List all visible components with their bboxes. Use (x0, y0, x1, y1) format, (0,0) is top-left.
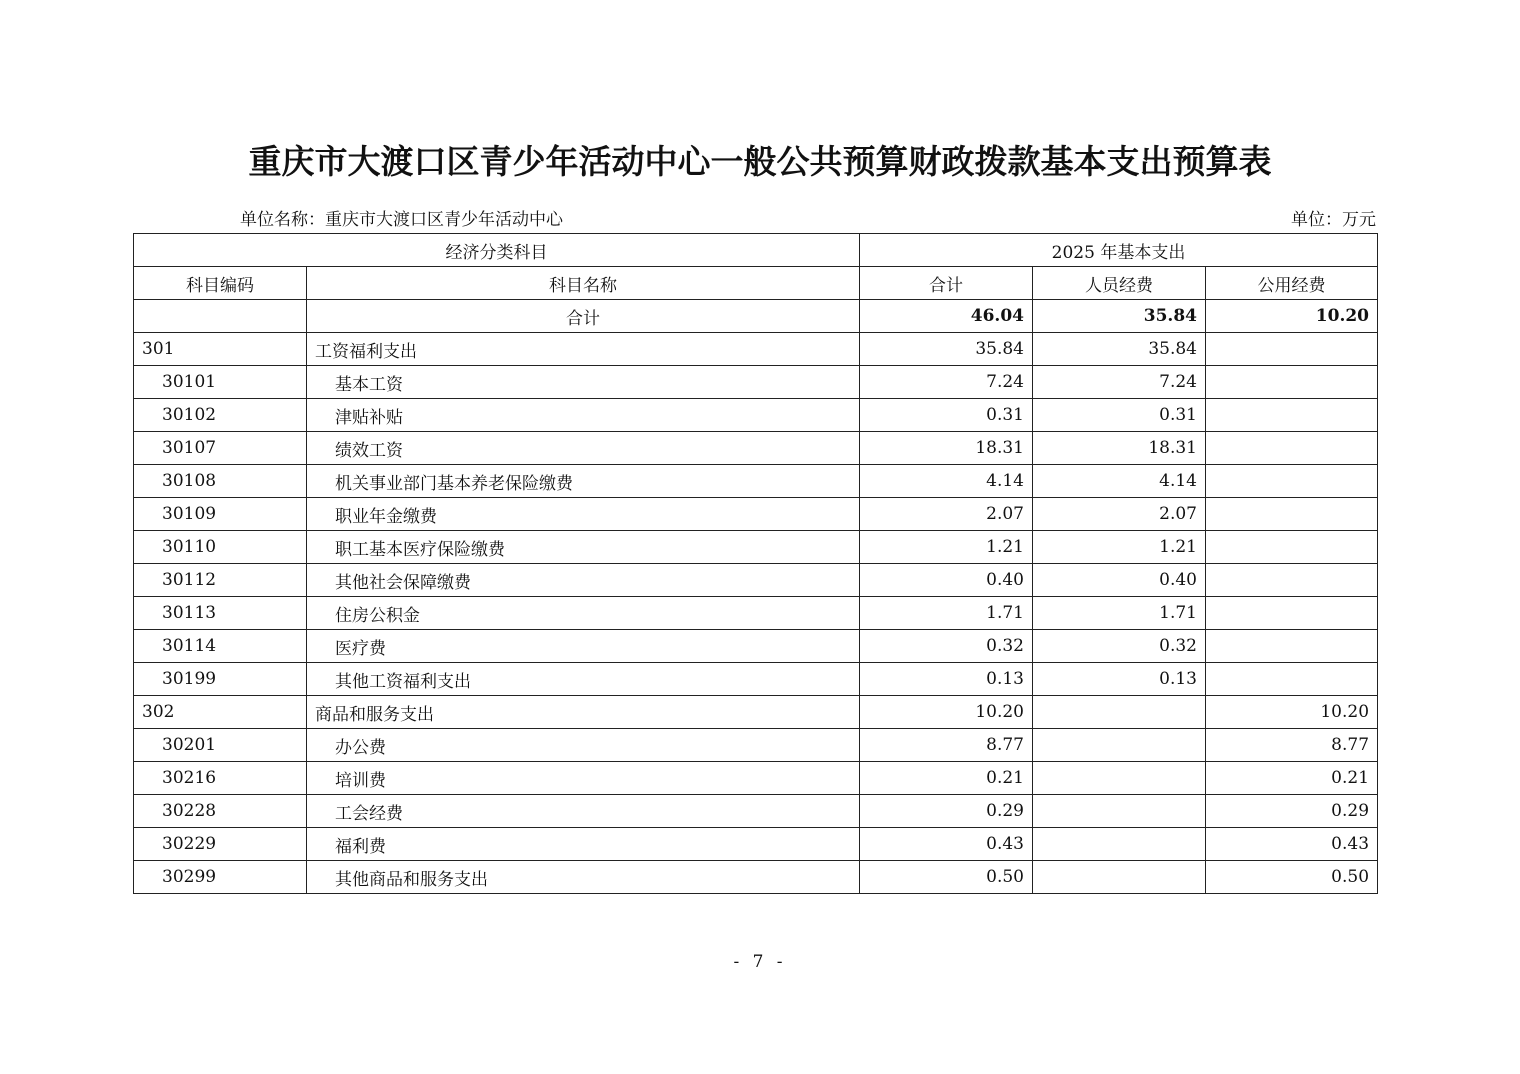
row-name: 工资福利支出 (307, 333, 860, 366)
row-code: 30108 (134, 465, 307, 498)
row-total: 8.77 (860, 729, 1033, 762)
row-code: 30299 (134, 861, 307, 894)
table-row (134, 531, 1378, 564)
row-public: 0.29 (1206, 795, 1378, 828)
row-public (1206, 663, 1378, 696)
row-personnel: 0.40 (1033, 564, 1206, 597)
row-personnel: 0.13 (1033, 663, 1206, 696)
row-total: 1.21 (860, 531, 1033, 564)
row-code: 30114 (134, 630, 307, 663)
unit-name-label: 单位名称：重庆市大渡口区青少年活动中心 (240, 210, 563, 230)
table-row (134, 762, 1378, 795)
row-personnel: 35.84 (1033, 333, 1206, 366)
total-row (134, 300, 1378, 333)
page-number: - 7 - (733, 952, 787, 972)
row-name: 医疗费 (307, 630, 860, 663)
row-total: 0.31 (860, 399, 1033, 432)
row-name: 基本工资 (307, 366, 860, 399)
row-public (1206, 366, 1378, 399)
total-row-public: 10.20 (1206, 300, 1378, 333)
row-total: 7.24 (860, 366, 1033, 399)
table-row (134, 399, 1378, 432)
budget-table (133, 233, 1378, 894)
row-public (1206, 597, 1378, 630)
table-body (134, 234, 1378, 894)
row-code: 30112 (134, 564, 307, 597)
table-row (134, 696, 1378, 729)
row-code: 302 (134, 696, 307, 729)
row-code: 30101 (134, 366, 307, 399)
row-public (1206, 465, 1378, 498)
row-personnel: 2.07 (1033, 498, 1206, 531)
row-public (1206, 531, 1378, 564)
row-personnel: 1.71 (1033, 597, 1206, 630)
row-code: 30102 (134, 399, 307, 432)
row-name: 其他社会保障缴费 (307, 564, 860, 597)
row-total: 0.40 (860, 564, 1033, 597)
row-personnel (1033, 696, 1206, 729)
row-name: 绩效工资 (307, 432, 860, 465)
table-row (134, 597, 1378, 630)
table-row (134, 366, 1378, 399)
row-total: 35.84 (860, 333, 1033, 366)
row-code: 30109 (134, 498, 307, 531)
row-total: 10.20 (860, 696, 1033, 729)
row-public: 0.21 (1206, 762, 1378, 795)
row-name: 工会经费 (307, 795, 860, 828)
row-public: 8.77 (1206, 729, 1378, 762)
table-row (134, 861, 1378, 894)
header-code: 科目编码 (134, 267, 307, 300)
row-public: 10.20 (1206, 696, 1378, 729)
unit-label: 单位：万元 (1291, 210, 1376, 230)
row-name: 商品和服务支出 (307, 696, 860, 729)
row-name: 职业年金缴费 (307, 498, 860, 531)
row-name: 其他商品和服务支出 (307, 861, 860, 894)
page-title: 重庆市大渡口区青少年活动中心一般公共预算财政拨款基本支出预算表 (248, 142, 1272, 181)
row-total: 2.07 (860, 498, 1033, 531)
total-row-label: 合计 (307, 300, 860, 333)
header-basic-expenditure-2025: 2025 年基本支出 (860, 234, 1378, 267)
row-public: 0.43 (1206, 828, 1378, 861)
row-public (1206, 630, 1378, 663)
header-economic-classification: 经济分类科目 (134, 234, 860, 267)
row-total: 0.21 (860, 762, 1033, 795)
row-name: 其他工资福利支出 (307, 663, 860, 696)
row-personnel: 18.31 (1033, 432, 1206, 465)
table-row (134, 828, 1378, 861)
row-public (1206, 432, 1378, 465)
row-name: 机关事业部门基本养老保险缴费 (307, 465, 860, 498)
total-row-personnel: 35.84 (1033, 300, 1206, 333)
row-code: 30201 (134, 729, 307, 762)
table-row (134, 795, 1378, 828)
header-row-columns (134, 267, 1378, 300)
table-row (134, 663, 1378, 696)
row-public (1206, 333, 1378, 366)
row-personnel (1033, 729, 1206, 762)
table-row (134, 498, 1378, 531)
row-name: 住房公积金 (307, 597, 860, 630)
row-code: 30113 (134, 597, 307, 630)
table-row (134, 432, 1378, 465)
row-public: 0.50 (1206, 861, 1378, 894)
total-row-total: 46.04 (860, 300, 1033, 333)
header-row-group (134, 234, 1378, 267)
table-row (134, 729, 1378, 762)
table-row (134, 564, 1378, 597)
row-personnel: 4.14 (1033, 465, 1206, 498)
row-public (1206, 498, 1378, 531)
table-row (134, 333, 1378, 366)
row-name: 职工基本医疗保险缴费 (307, 531, 860, 564)
header-name: 科目名称 (307, 267, 860, 300)
table-row (134, 630, 1378, 663)
total-row-code (134, 300, 307, 333)
row-name: 办公费 (307, 729, 860, 762)
row-personnel: 0.32 (1033, 630, 1206, 663)
row-code: 30216 (134, 762, 307, 795)
row-personnel (1033, 762, 1206, 795)
row-total: 0.13 (860, 663, 1033, 696)
header-public: 公用经费 (1206, 267, 1378, 300)
row-total: 4.14 (860, 465, 1033, 498)
row-personnel: 7.24 (1033, 366, 1206, 399)
row-total: 0.29 (860, 795, 1033, 828)
row-total: 0.43 (860, 828, 1033, 861)
table-row (134, 465, 1378, 498)
row-personnel (1033, 795, 1206, 828)
row-code: 30110 (134, 531, 307, 564)
row-personnel: 0.31 (1033, 399, 1206, 432)
header-total: 合计 (860, 267, 1033, 300)
row-name: 培训费 (307, 762, 860, 795)
row-personnel (1033, 861, 1206, 894)
row-total: 0.32 (860, 630, 1033, 663)
row-public (1206, 564, 1378, 597)
row-code: 30199 (134, 663, 307, 696)
row-public (1206, 399, 1378, 432)
row-code: 30107 (134, 432, 307, 465)
row-personnel (1033, 828, 1206, 861)
row-total: 1.71 (860, 597, 1033, 630)
header-personnel: 人员经费 (1033, 267, 1206, 300)
row-name: 福利费 (307, 828, 860, 861)
row-code: 30228 (134, 795, 307, 828)
row-total: 0.50 (860, 861, 1033, 894)
row-name: 津贴补贴 (307, 399, 860, 432)
row-total: 18.31 (860, 432, 1033, 465)
row-personnel: 1.21 (1033, 531, 1206, 564)
row-code: 301 (134, 333, 307, 366)
row-code: 30229 (134, 828, 307, 861)
